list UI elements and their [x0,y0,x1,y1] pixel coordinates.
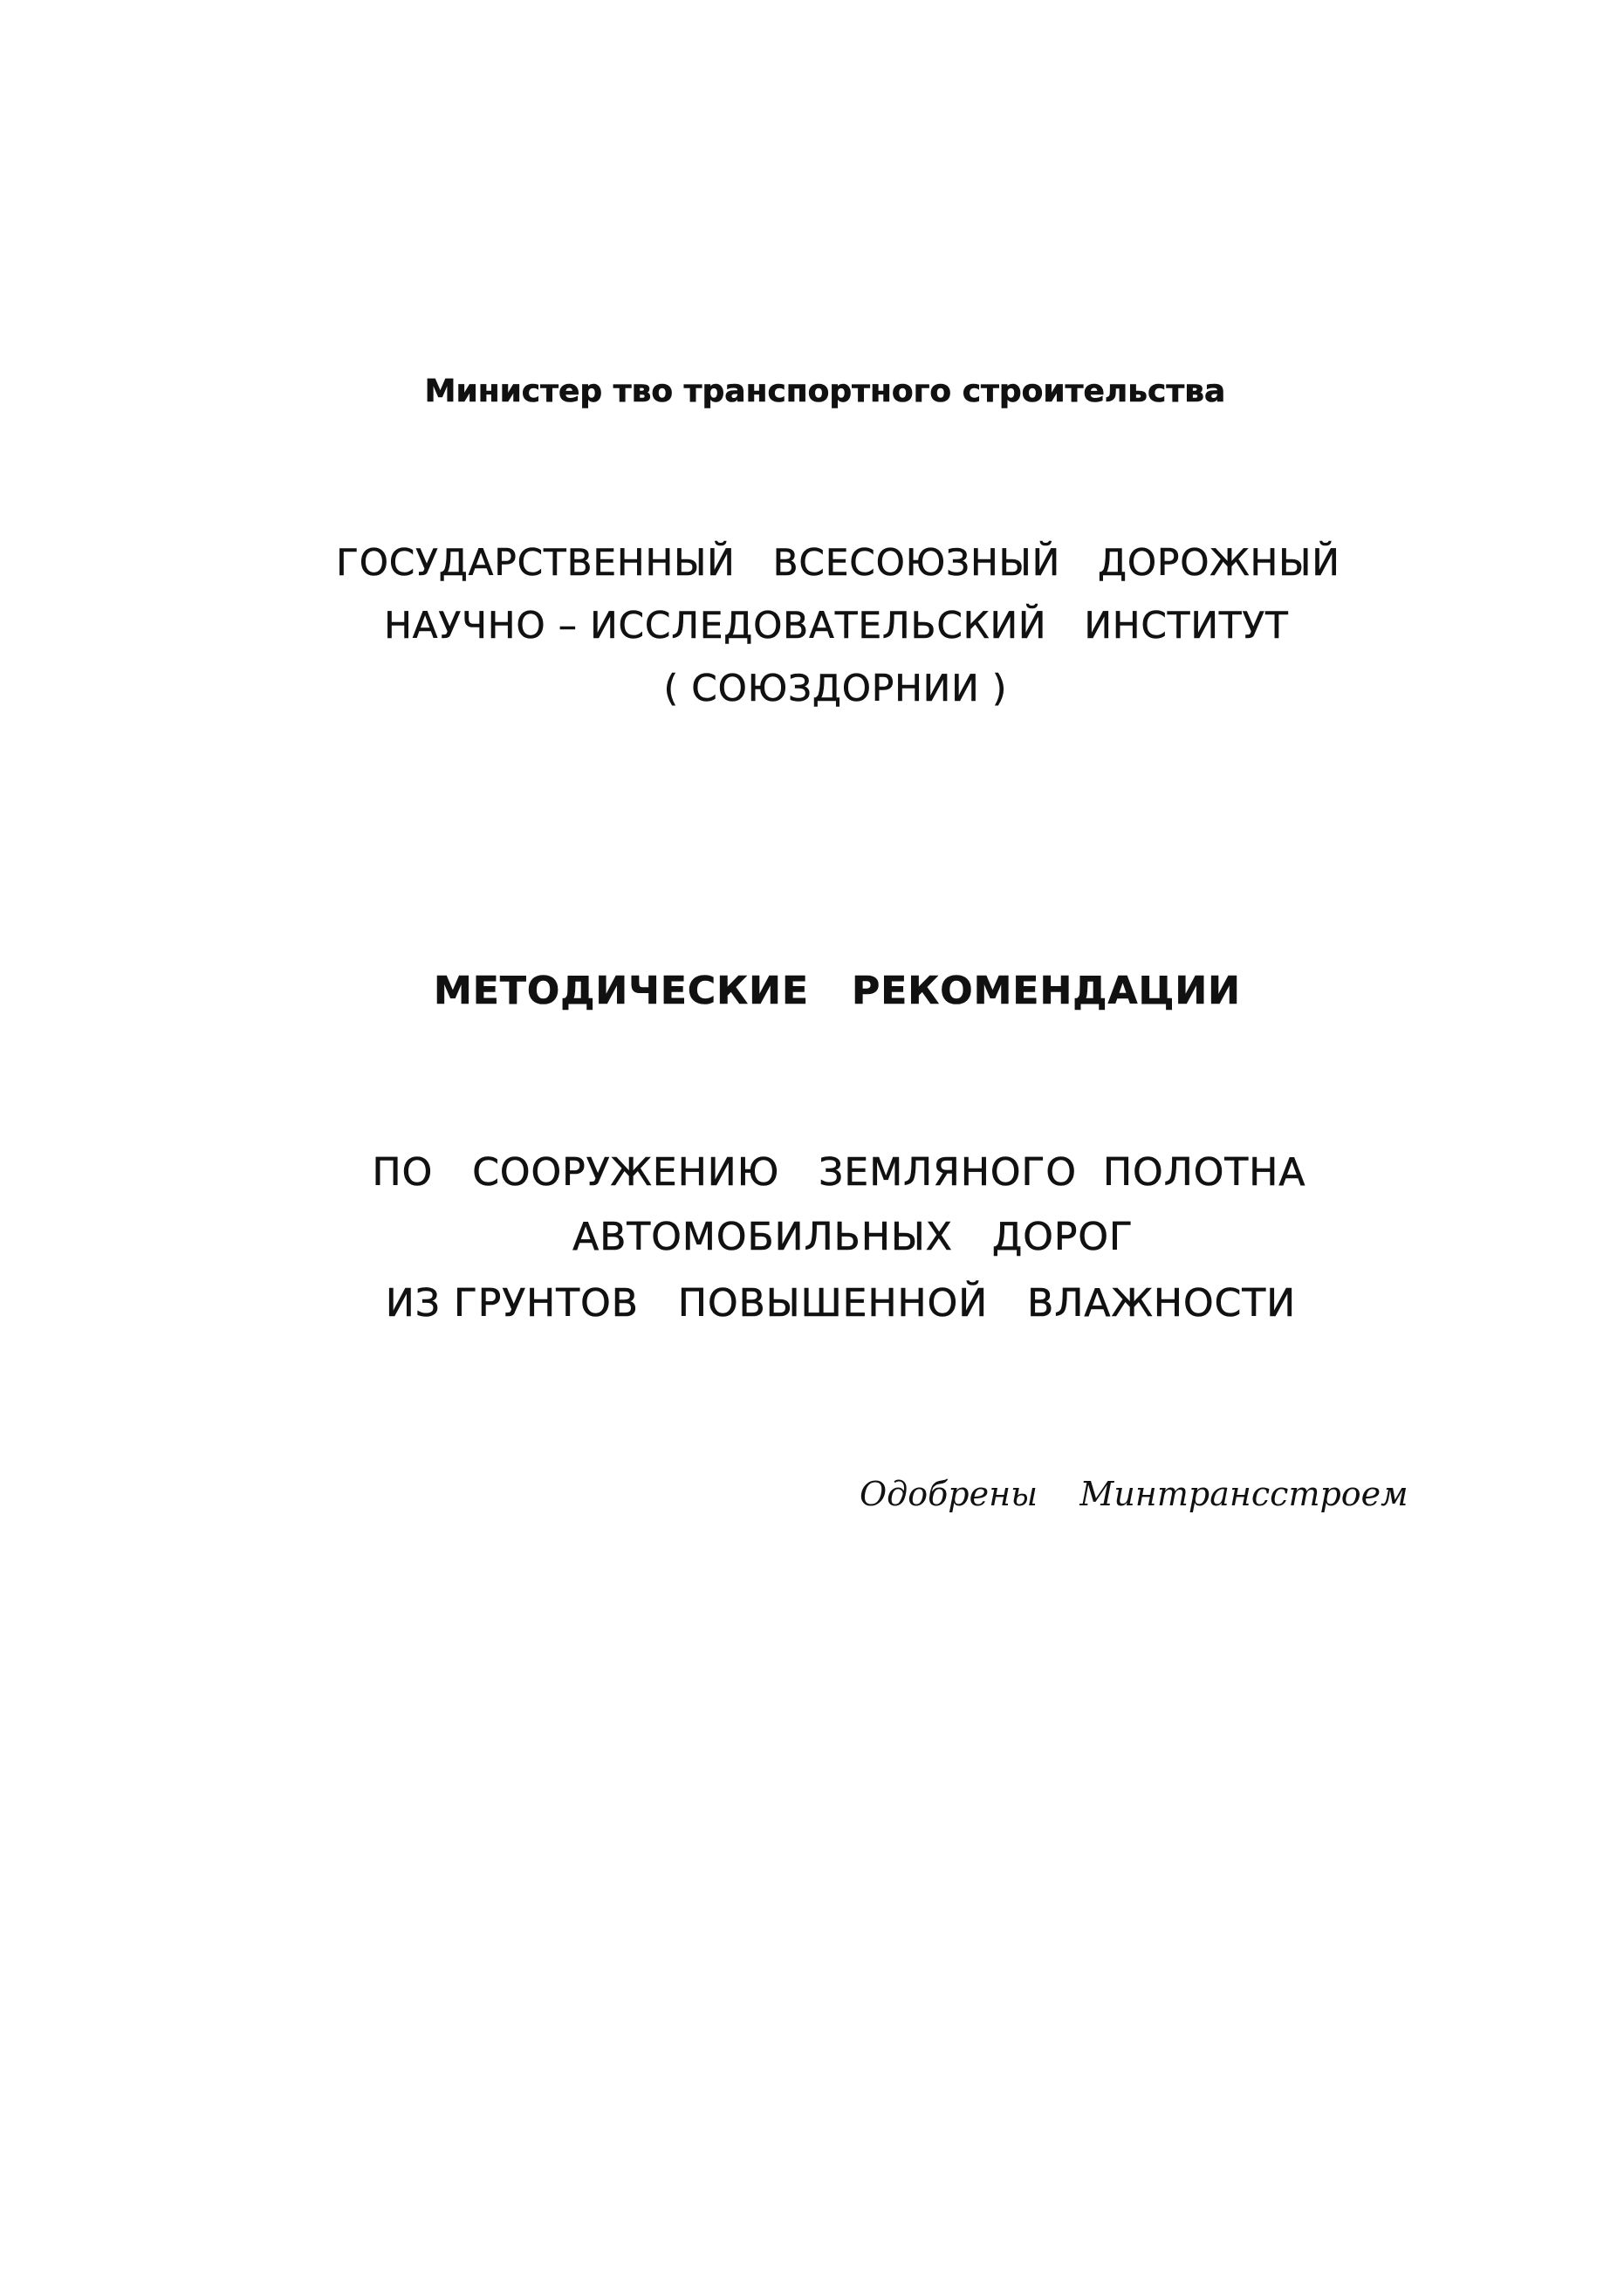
approval-note: Одобрены Минтрансстроем [860,1475,1408,1513]
subject-line-2: АВТОМОБИЛЬНЫХ ДОРОГ [572,1215,1134,1259]
institute-line-2: НАУЧНО – ИССЛЕДОВАТЕЛЬСКИЙ ИНСТИТУТ [384,604,1289,647]
institute-line-1: ГОСУДАРСТВЕННЫЙ ВСЕСОЮЗНЫЙ ДОРОЖНЫЙ [336,541,1340,584]
subject-line-1: ПО СООРУЖЕНИЮ ЗЕМЛЯНОГО ПОЛОТНА [372,1150,1306,1195]
institute-abbreviation: ( СОЮЗДОРНИИ ) [663,667,1008,709]
document-type-title: МЕТОДИЧЕСКИЕ РЕКОМЕНДАЦИИ [433,969,1242,1013]
subject-line-3: ИЗ ГРУНТОВ ПОВЫШЕННОЙ ВЛАЖНОСТИ [385,1281,1297,1326]
ministry-name: Министер тво транспортного строительства [424,374,1226,409]
